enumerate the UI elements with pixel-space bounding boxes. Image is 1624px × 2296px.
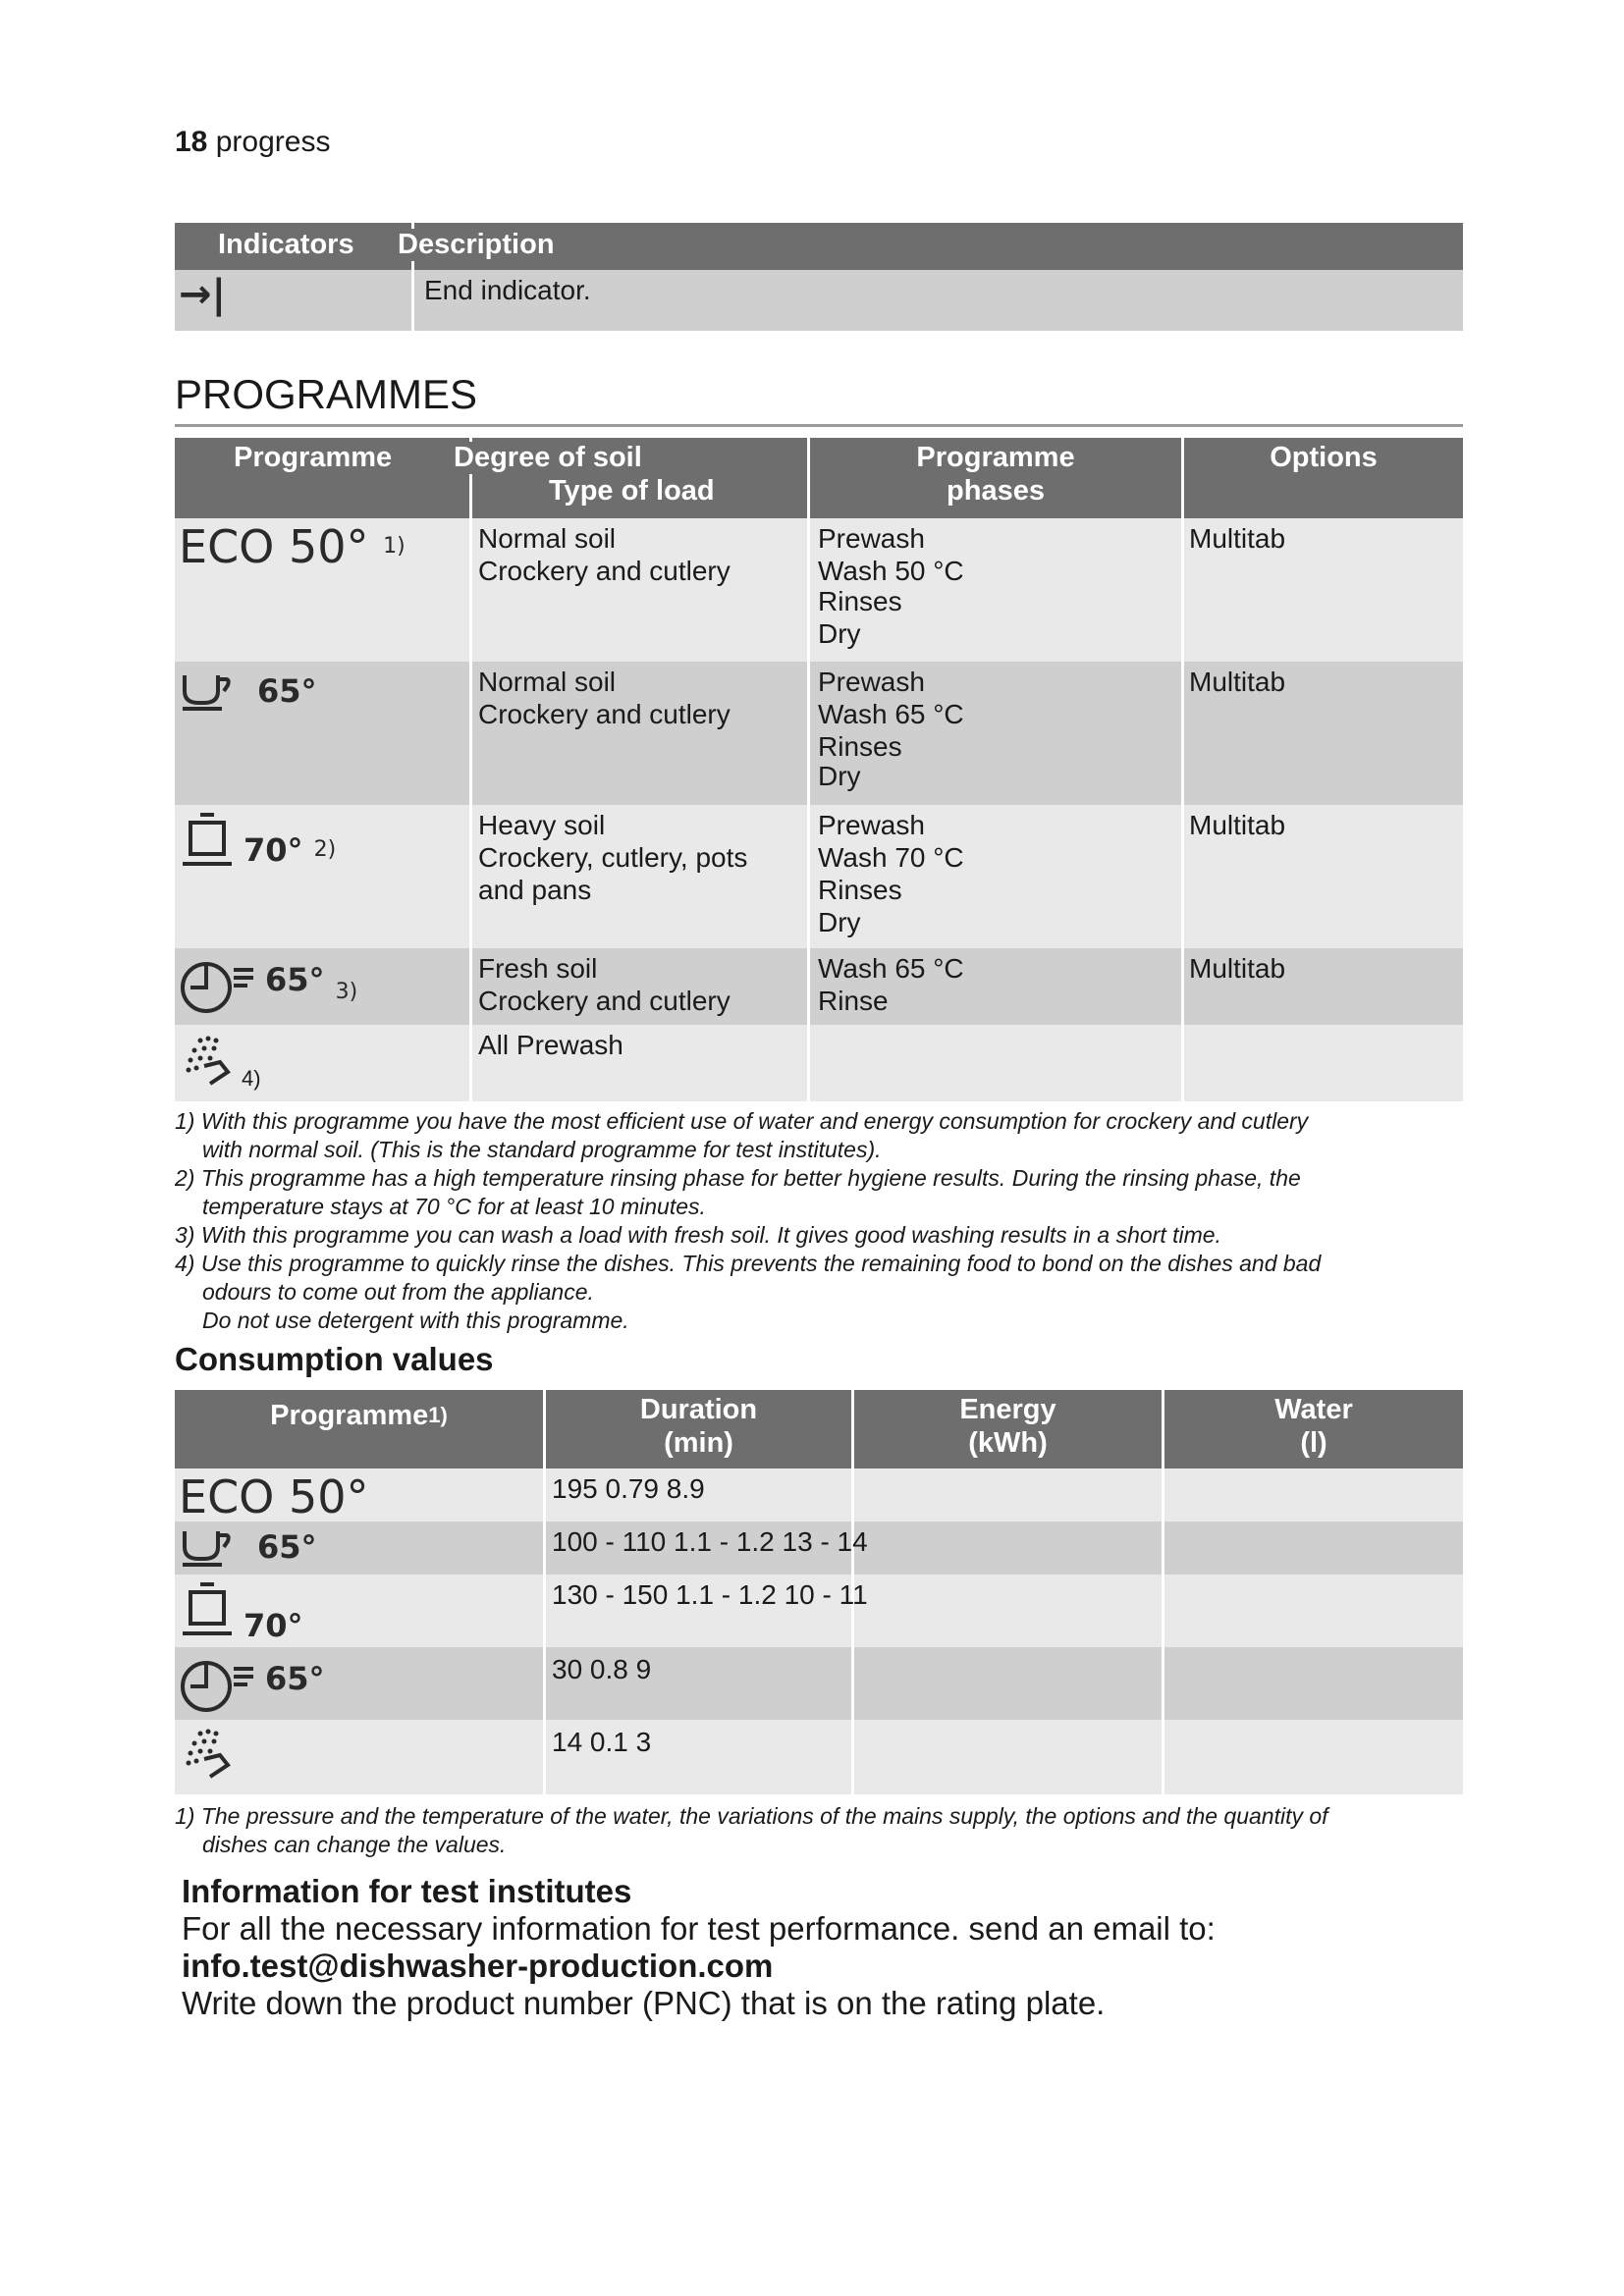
description-header-label: Description [398,229,555,260]
page-section: progress [215,126,331,158]
temperature-label: 65° [265,1660,325,1697]
programme-row [175,1025,1463,1101]
note-marker: 4) [242,1066,261,1091]
phases-header-2: phases [947,475,1045,507]
soil-degree: All Prewash [478,1030,623,1060]
temperature-label: 65° [257,672,317,710]
temperature-label: 65° [257,1528,317,1566]
eco-50-symbol [179,518,406,575]
soil-degree: Normal soil [478,667,617,697]
option: Multitab [1189,810,1286,840]
page-number: 18 [175,126,208,158]
test-info [182,1873,1478,2022]
quick-wash-icon [179,956,261,1020]
pot-70-label: 70° [244,831,303,869]
end-indicator-description: End indicator. [424,275,591,305]
load-type: Crockery and cutlery [478,699,731,729]
footnote: 2) This programme has a high temperature rinsing phase for better hygiene results. During the rinsing phase, the [175,1165,1301,1191]
phase: Rinses [818,731,902,762]
programme-header [175,1396,543,1435]
prewash-icon [181,1035,240,1095]
phase: Rinse [818,986,889,1016]
programme-header: Programme [234,442,393,473]
programmes-table [175,438,1463,1101]
prewash-icon [181,1728,240,1788]
options-header: Options [1270,442,1378,473]
duration-header-1: Duration [639,1394,758,1425]
option: Multitab [1189,953,1286,984]
phase: Wash 50 °C [818,556,964,586]
soil-degree: Normal soil [478,523,617,554]
footnote: 3) With this programme you can wash a load with fresh soil. It gives good washing results in a short time. [175,1222,1221,1248]
indicators-table [175,223,1463,331]
pot-icon [181,1580,234,1646]
cup-icon [181,669,234,718]
cup-icon [181,1525,234,1574]
end-indicator-icon: →| [179,272,227,317]
indicators-header-row [175,223,1463,270]
programmes-title: PROGRAMMES [175,371,478,417]
note-marker: 1) [383,534,406,559]
temperature-label [265,958,357,1006]
footnote: dishes can change the values. [202,1832,507,1857]
footnote: 4) Use this programme to quickly rinse the dishes. This prevents the remaining food to bond on the dishes and bad [175,1251,1322,1276]
consumption-values: 100 - 110 1.1 - 1.2 13 - 14 [552,1526,868,1557]
water-header-2: (l) [1300,1427,1327,1459]
eco-50-label: ECO 50° [179,1470,369,1523]
phase: Wash 65 °C [818,953,964,984]
consumption-values: 30 0.8 9 [552,1654,652,1684]
degree-header: Degree of soil [454,442,642,473]
consumption-values: 130 - 150 1.1 - 1.2 10 - 11 [552,1579,868,1610]
duration-header-2: (min) [664,1427,733,1459]
soil-degree: Heavy soil [478,810,606,840]
test-info-email[interactable]: info.test@dishwasher-production.com [182,1948,774,1984]
programme-header-label: Programme [270,1400,429,1431]
phase: Rinses [818,586,902,616]
load-header: Type of load [549,475,715,507]
load-type: and pans [478,875,592,905]
footnotes [175,1107,1471,1335]
phase: Prewash [818,523,925,554]
energy-header-2: (kWh) [968,1427,1048,1459]
indicators-row [175,270,1463,331]
pot-icon [181,811,234,877]
soil-degree: Fresh soil [478,953,598,984]
page-header [175,126,330,159]
consumption-footnote [175,1802,1471,1859]
test-info-text: For all the necessary information for test performance. send an email to: [182,1910,1216,1947]
phase: Dry [818,907,861,937]
phase: Dry [818,618,861,649]
footnote: Do not use detergent with this programme. [202,1308,629,1333]
temperature-label [244,828,336,872]
energy-header-1: Energy [959,1394,1056,1425]
phase: Rinses [818,875,902,905]
note-marker: 3) [335,980,358,1004]
load-type: Crockery and cutlery [478,986,731,1016]
test-info-text: Write down the product number (PNC) that is on the rating plate. [182,1985,1106,2021]
load-type: Crockery and cutlery [478,556,731,586]
test-info-title: Information for test institutes [182,1873,632,1909]
phases-header-1: Programme [916,442,1075,473]
temperature-label: 70° [244,1607,303,1644]
quick-65-label: 65° [265,961,325,998]
load-type: Crockery, cutlery, pots [478,842,748,873]
footnote: odours to come out from the appliance. [202,1279,594,1305]
water-header-1: Water [1274,1394,1353,1425]
consumption-title: Consumption values [175,1341,494,1377]
phase: Wash 70 °C [818,842,964,873]
title-rule [175,424,1463,427]
consumption-row [175,1647,1463,1720]
phase: Prewash [818,667,925,697]
phase: Wash 65 °C [818,699,964,729]
consumption-values: 14 0.1 3 [552,1727,652,1757]
quick-wash-icon [179,1655,261,1719]
footnote: 1) With this programme you have the most efficient use of water and energy consumption for crockery and cutlery [175,1108,1309,1134]
note-marker: 1) [428,1403,448,1427]
option: Multitab [1189,667,1286,697]
eco-50-label: ECO 50° [179,520,369,573]
note-marker: 2) [313,837,337,862]
consumption-values: 195 0.79 8.9 [552,1473,705,1504]
phase: Dry [818,761,861,791]
consumption-row [175,1720,1463,1794]
indicators-header-label: Indicators [218,229,354,260]
consumption-table [175,1390,1463,1794]
phase: Prewash [818,810,925,840]
footnote: temperature stays at 70 °C for at least 10 minutes. [202,1194,706,1219]
footnote: with normal soil. (This is the standard programme for test institutes). [202,1137,882,1162]
option: Multitab [1189,523,1286,554]
footnote: 1) The pressure and the temperature of the water, the variations of the mains supply, the options and the quantity of [175,1803,1328,1829]
